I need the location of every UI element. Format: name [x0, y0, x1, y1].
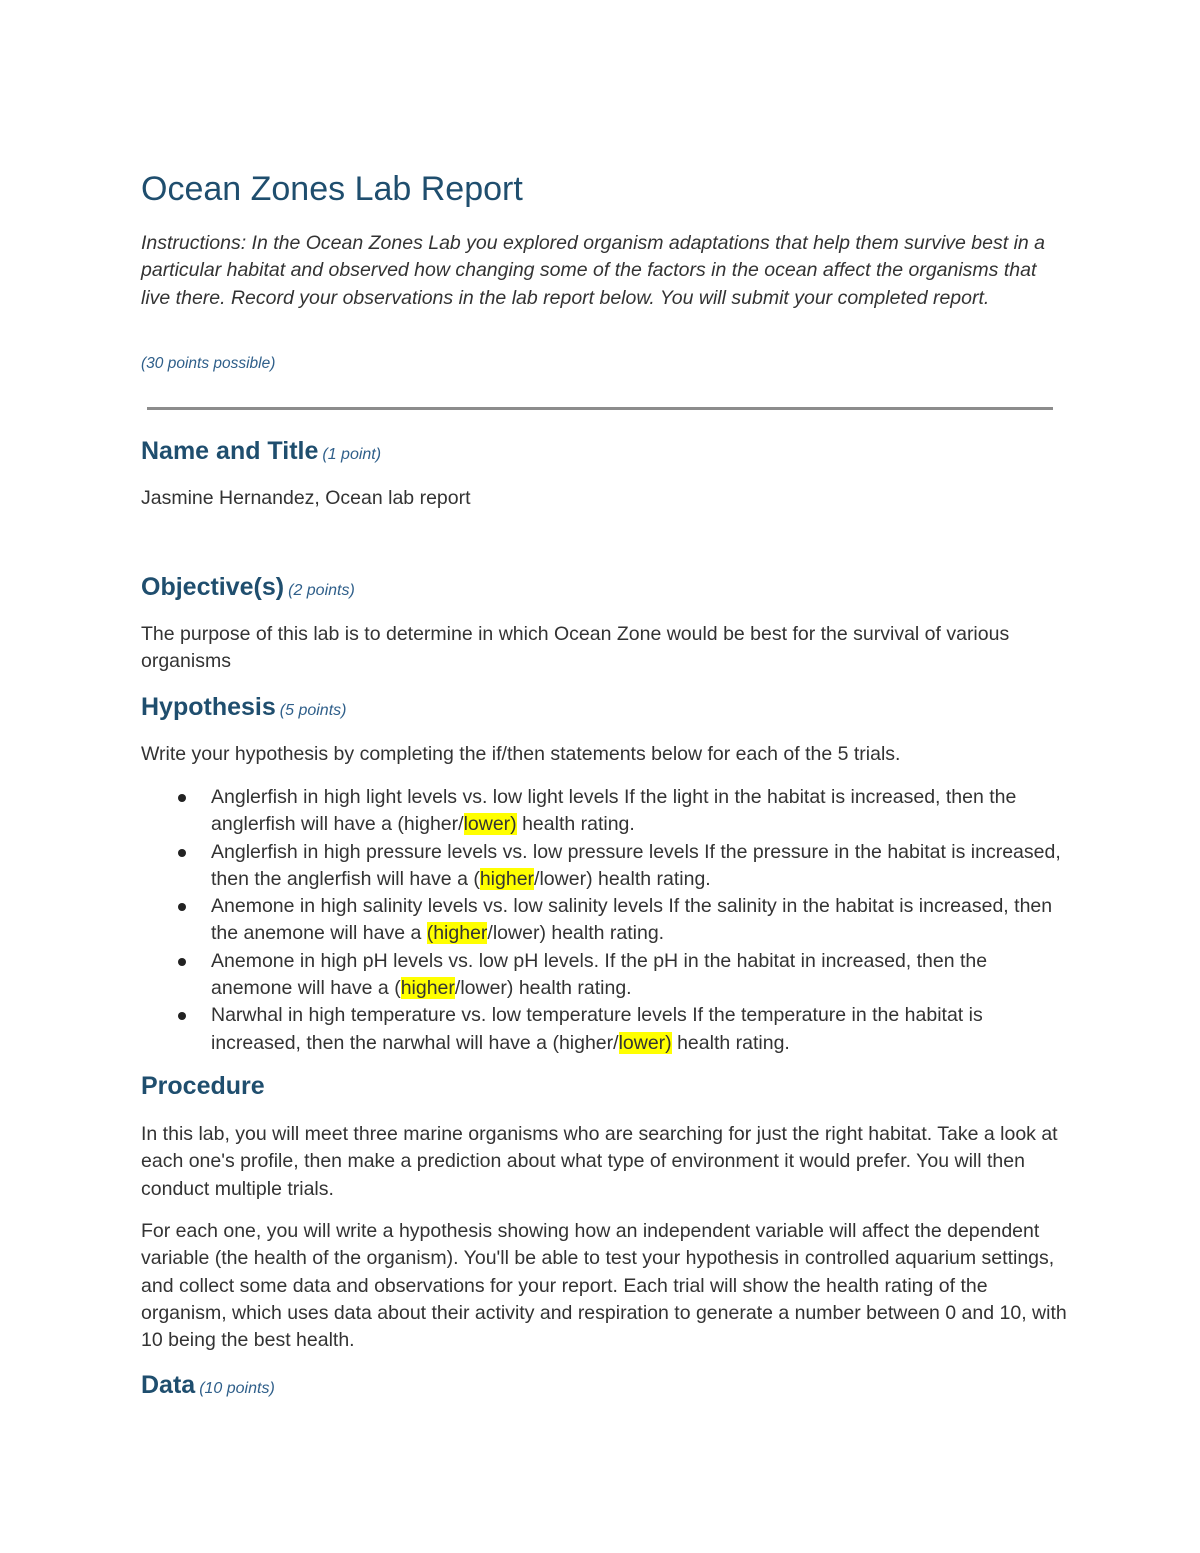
horizontal-rule: [147, 407, 1053, 410]
list-item: [141, 1002, 1071, 1057]
hypothesis-heading: [141, 693, 346, 722]
points-possible: (30 points possible): [141, 355, 276, 372]
data-heading-points: (10 points): [199, 1380, 275, 1397]
objective-heading-points: (2 points): [288, 582, 355, 599]
name-heading-label: Name and Title: [141, 437, 319, 465]
objective-heading-label: Objective(s): [141, 573, 285, 601]
name-heading-points: (1 point): [322, 446, 382, 463]
procedure-heading: [141, 1072, 265, 1101]
name-heading: [141, 437, 381, 466]
hypothesis-text: Anglerfish in high pressure levels vs. low pressure levels If the pressure in the habitat is increased, then the anglerfish will have a (: [211, 840, 1061, 890]
highlighted-answer: higher: [479, 867, 535, 890]
objective-text: The purpose of this lab is to determine in which Ocean Zone would be best for the survival of various organisms: [141, 623, 1010, 673]
hypothesis-text: /lower) health rating.: [487, 922, 665, 945]
bullet-dot-icon: [178, 794, 186, 802]
hypothesis-text: health rating.: [671, 1031, 790, 1054]
objective-heading: [141, 573, 355, 602]
hypothesis-text: health rating.: [516, 813, 635, 836]
hypothesis-heading-points: (5 points): [279, 702, 347, 719]
highlighted-answer: (higher: [426, 922, 488, 945]
list-item: [141, 839, 1071, 894]
hypothesis-heading-label: Hypothesis: [141, 693, 276, 721]
bullet-dot-icon: [178, 849, 186, 857]
list-item: [141, 948, 1071, 1003]
bullet-dot-icon: [178, 958, 186, 966]
page-title: Ocean Zones Lab Report: [141, 170, 523, 208]
hypothesis-text: Anemone in high salinity levels vs. low salinity levels If the salinity in the habitat is increased, then the anemone will have a: [211, 895, 1053, 945]
name-text: Jasmine Hernandez, Ocean lab report: [141, 487, 471, 509]
hypothesis-text: /lower) health rating.: [454, 977, 632, 1000]
procedure-paragraph-1: In this lab, you will meet three marine organisms who are searching for just the right habitat. Take a look at each one's profile, then make a prediction about what type of environment it would prefer. You will then conduct multiple trials.: [141, 1123, 1058, 1200]
hypothesis-text: Anglerfish in high light levels vs. low light levels If the light in the habitat is increased, then the anglerfish will have a (higher/: [211, 786, 1017, 836]
highlighted-answer: lower): [618, 1031, 672, 1054]
procedure-heading-label: Procedure: [141, 1072, 265, 1100]
hypothesis-text: Anemone in high pH levels vs. low pH levels. If the pH in the habitat in increased, then the anemone will have a (: [211, 949, 988, 1000]
highlighted-answer: higher: [400, 977, 455, 1000]
bullet-dot-icon: [178, 1012, 186, 1020]
procedure-paragraph-2: For each one, you will write a hypothesis showing how an independent variable will affect the dependent variable (the health of the organism). You'll be able to test your hypothesis in controlled aquarium settings, and collect some data and observations for your report. Each trial will show the health rating of the organism, which uses data about their activity and respiration to generate a number between 0 and 10, with 10 being the best health.: [141, 1220, 1067, 1352]
highlighted-answer: lower): [463, 813, 517, 836]
data-heading-label: Data: [141, 1371, 196, 1399]
data-heading: [141, 1371, 275, 1400]
bullet-dot-icon: [178, 903, 186, 911]
instructions-text: Instructions: In the Ocean Zones Lab you explored organism adaptations that help them survive best in a particular habitat and observed how changing some of the factors in the ocean affect the organisms that live there. Record your observations in the lab report below. You will submit your completed report.: [141, 232, 1046, 309]
hypothesis-list: [141, 784, 1071, 1057]
hypothesis-intro: Write your hypothesis by completing the if/then statements below for each of the 5 trials.: [141, 743, 901, 765]
hypothesis-text: /lower) health rating.: [534, 867, 711, 890]
hypothesis-text: Narwhal in high temperature vs. low temperature levels If the temperature in the habitat is increased, then the narwhal will have a (higher/: [211, 1004, 983, 1054]
list-item: [141, 893, 1071, 948]
list-item: [141, 784, 1071, 839]
